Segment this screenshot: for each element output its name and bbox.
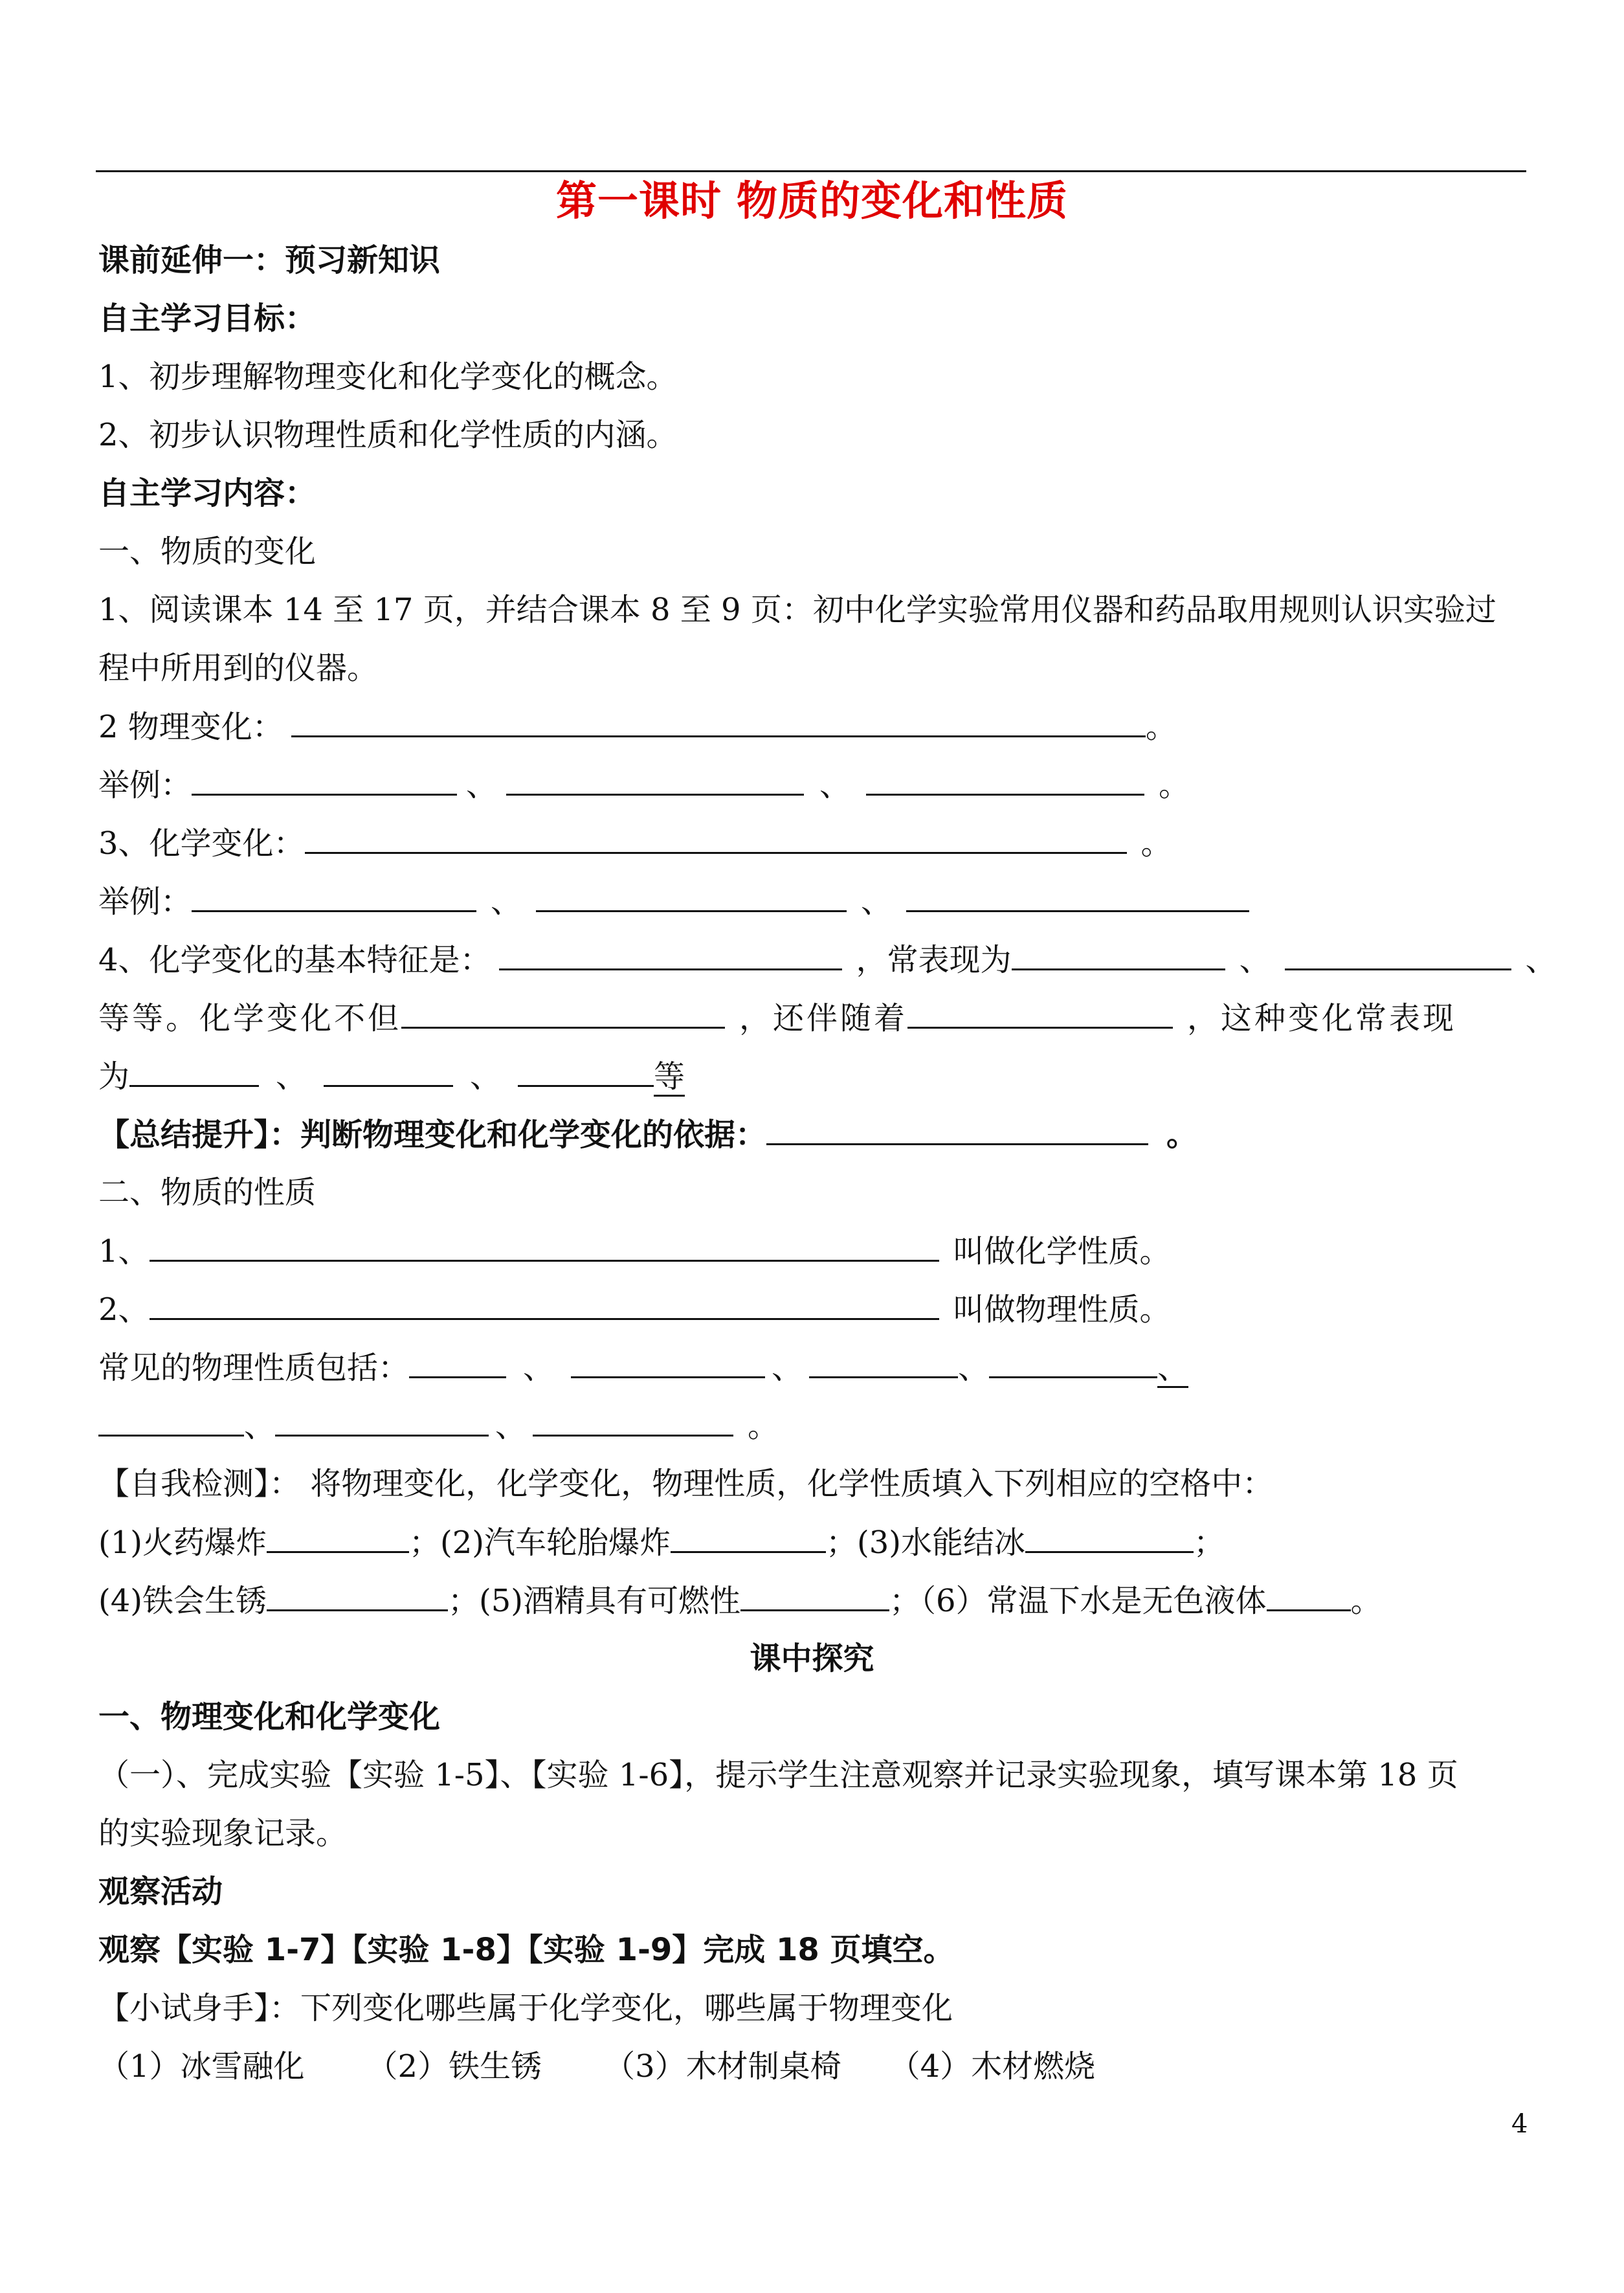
blank-sc-2[interactable] (671, 1523, 826, 1553)
blank-example-3[interactable] (866, 765, 1144, 796)
common-phys-label: 常见的物理性质包括： (98, 1350, 410, 1386)
separator: 、 (523, 1350, 555, 1386)
semicolon: ； (1194, 1525, 1225, 1561)
blank-basis[interactable] (766, 1115, 1148, 1145)
blank-physical-change[interactable] (291, 707, 1146, 737)
blank-sc-5[interactable] (740, 1581, 889, 1611)
blank-phenomenon-1[interactable] (129, 1057, 259, 1087)
sc-6: ；（6）常温下水是无色液体 (889, 1583, 1267, 1619)
item-4-mid: ，常表现为 (856, 942, 1012, 978)
page-number: 4 (1511, 2109, 1528, 2139)
blank-example-4[interactable] (192, 882, 476, 912)
separator: 、 (819, 767, 851, 803)
blank-sc-3[interactable] (1025, 1523, 1194, 1553)
blank-example-6[interactable] (906, 882, 1249, 912)
exp-line-2: 的实验现象记录。 (98, 1815, 348, 1851)
period: 。 (1166, 1117, 1198, 1153)
summary-label: 【总结提升】：判断物理变化和化学变化的依据： (98, 1117, 767, 1153)
item-4-label: 4、化学变化的基本特征是： (98, 942, 491, 978)
separator: 、 (1157, 1350, 1188, 1388)
prop-2-tail: 叫做物理性质。 (953, 1292, 1171, 1328)
example-row-1 (98, 765, 1190, 805)
blank-manifest-2[interactable] (1285, 940, 1511, 970)
sc-1: (1)火药爆炸 (98, 1525, 267, 1561)
blank-phys-5[interactable] (98, 1406, 244, 1437)
option-1: （1）冰雪融化 (98, 2048, 305, 2085)
blank-sc-4[interactable] (267, 1581, 448, 1611)
separator: 、 (495, 1408, 527, 1444)
blank-phys-2[interactable] (571, 1348, 765, 1378)
observe-heading: 观察活动 (98, 1874, 223, 1910)
example-label: 举例： (98, 767, 192, 803)
blank-sc-1[interactable] (267, 1523, 409, 1553)
option-4: （4）木材燃烧 (889, 2048, 1096, 2085)
sc-5: ；(5)酒精具有可燃性 (448, 1583, 740, 1619)
center-heading: 课中探究 (750, 1640, 874, 1677)
blank-accompanied[interactable] (907, 998, 1173, 1029)
observe-line: 观察【实验 1-7】【实验 1-8】【实验 1-9】完成 18 页填空。 (98, 1932, 955, 1968)
example-label: 举例： (98, 884, 192, 920)
goals-heading: 自主学习目标： (98, 300, 317, 337)
separator: 、 (470, 1058, 502, 1095)
blank-sc-6[interactable] (1267, 1581, 1351, 1611)
blank-chemical-change[interactable] (305, 823, 1127, 854)
blank-example-5[interactable] (536, 882, 847, 912)
period: 。 (1140, 825, 1172, 862)
summary-row (98, 1115, 1197, 1154)
separator: 、 (491, 884, 522, 920)
common-phys-row-2 (98, 1406, 779, 1446)
content-heading: 自主学习内容： (98, 475, 317, 511)
prop-2-label: 2、 (98, 1292, 150, 1328)
item-4-line-3 (98, 1057, 685, 1096)
item-4-line-2 (98, 998, 1456, 1038)
example-row-2 (98, 882, 1249, 921)
text: 为 (98, 1058, 130, 1095)
period: 。 (1145, 709, 1177, 745)
separator: 、 (1525, 942, 1557, 978)
item-2-row (98, 707, 1177, 746)
item-1-line-1: 1、阅读课本 14 至 17 页，并结合课本 8 至 9 页：初中化学实验常用仪器和药品取用规则认识实验过 (98, 592, 1496, 628)
item-3-row (98, 823, 1172, 863)
period: 。 (748, 1408, 779, 1444)
separator: 、 (861, 884, 893, 920)
item-3-label: 3、化学变化： (98, 825, 305, 862)
period: 。 (1159, 767, 1190, 803)
blank-basic-feature[interactable] (499, 940, 842, 970)
preview-heading: 课前延伸一：预习新知识 (98, 242, 441, 278)
phys-chem-heading: 一、物理变化和化学变化 (98, 1699, 441, 1735)
blank-manifest-1[interactable] (1012, 940, 1225, 970)
blank-phys-4[interactable] (989, 1348, 1157, 1378)
page-title: 第一课时 物质的变化和性质 (556, 177, 1068, 225)
text: ，这种变化常表现 (1187, 1000, 1457, 1036)
exp-line-1: （一）、完成实验【实验 1-5】、【实验 1-6】，提示学生注意观察并记录实验现象，填写课本第 18 页 (98, 1757, 1458, 1793)
separator: 、 (772, 1350, 803, 1386)
text: 等 (654, 1058, 685, 1097)
period: 。 (1350, 1583, 1382, 1619)
blank-phys-6[interactable] (275, 1406, 489, 1437)
option-3: （3）木材制桌椅 (604, 2048, 841, 2085)
prop-1-label: 1、 (98, 1233, 150, 1270)
sc-2: ；(2)汽车轮胎爆炸 (409, 1525, 671, 1561)
item-4-row (98, 940, 1557, 979)
sc-4: (4)铁会生锈 (98, 1583, 267, 1619)
blank-not-only[interactable] (401, 998, 725, 1029)
item-2-label: 2 物理变化： (98, 709, 284, 745)
separator: 、 (466, 767, 498, 803)
try-line: 【小试身手】：下列变化哪些属于化学变化，哪些属于物理变化 (98, 1990, 953, 2026)
item-1-line-2: 程中所用到的仪器。 (98, 650, 379, 686)
text: ，还伴随着 (739, 1000, 908, 1036)
blank-phenomenon-2[interactable] (324, 1057, 453, 1087)
common-phys-row (98, 1348, 1188, 1387)
goal-1: 1、初步理解物理变化和化学变化的概念。 (98, 359, 678, 395)
blank-phenomenon-3[interactable] (518, 1057, 654, 1087)
separator: 、 (1239, 942, 1271, 978)
section-2-heading: 二、物质的性质 (98, 1174, 317, 1211)
blank-example-1[interactable] (192, 765, 457, 796)
prop-1-tail: 叫做化学性质。 (953, 1233, 1171, 1270)
separator: 、 (958, 1350, 990, 1386)
text: 等等。化学变化不但 (98, 1000, 402, 1036)
blank-phys-7[interactable] (533, 1406, 733, 1437)
selfcheck-line: 【自我检测】： 将物理变化，化学变化，物理性质，化学性质填入下列相应的空格中： (98, 1466, 1274, 1502)
blank-chem-property[interactable] (150, 1231, 939, 1262)
separator: 、 (244, 1408, 276, 1444)
selfcheck-row-2 (98, 1581, 1382, 1620)
blank-example-2[interactable] (506, 765, 804, 796)
sc-3: ；(3)水能结冰 (826, 1525, 1025, 1561)
selfcheck-row-1 (98, 1523, 1225, 1562)
goal-2: 2、初步认识物理性质和化学性质的内涵。 (98, 417, 678, 453)
options-row (98, 2047, 1095, 2086)
prop-1-row (98, 1231, 1171, 1271)
blank-phys-3[interactable] (809, 1348, 958, 1378)
section-1-heading: 一、物质的变化 (98, 533, 317, 570)
separator: 、 (276, 1058, 307, 1095)
prop-2-row (98, 1290, 1171, 1329)
blank-phys-1[interactable] (409, 1348, 506, 1378)
blank-phys-property[interactable] (150, 1290, 939, 1320)
option-2: （2）铁生锈 (366, 2048, 542, 2085)
